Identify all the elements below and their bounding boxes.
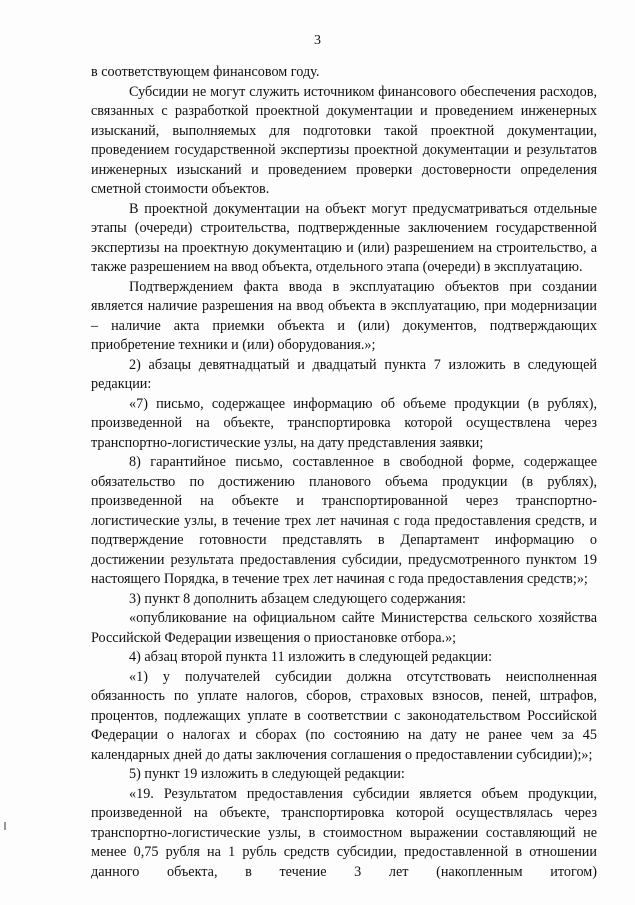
amendment-item-4: 4) абзац второй пункта 11 изложить в следующей редакции: xyxy=(129,649,493,665)
paragraph-subsidy-restriction: Субсидии не могут служить источником финансового обеспечения расходов, связанных с разработкой проектной документации и проведением инженерных изысканий, выполняемых для подготовки такой проектной документации, проведением государственной экспертизы проектной документации и результатов инженерных изысканий и проведением проверки достоверности определения сметной стоимости объектов. xyxy=(91,83,597,197)
amendment-item-2: 2) абзацы девятнадцатый и двадцатый пункта 7 изложить в следующей редакции: xyxy=(91,356,597,392)
scan-margin-mark xyxy=(4,822,6,830)
paragraph-clause-19-result: «19. Результатом предоставления субсидии является объем продукции, произведенной на объекте, транспортировка которой осуществлялась через транспортно-логистические узлы, в стоимостном выражении составляющий не менее 0,75 рубля на 1 рубль средств субсидии, предоставленной в отношении данного объекта, в течение 3 лет (накопленным итогом) xyxy=(91,785,597,880)
amendment-item-5: 5) пункт 19 изложить в следующей редакции: xyxy=(129,766,405,782)
page-number: 3 xyxy=(314,33,321,48)
paragraph-publication-notice: «опубликование на официальном сайте Министерства сельского хозяйства Российской Федерации извещения о приостановке отбора.»; xyxy=(91,610,597,646)
amendment-item-3: 3) пункт 8 дополнить абзацем следующего содержания: xyxy=(129,590,466,607)
paragraph-commissioning-confirmation: Подтверждением факта ввода в эксплуатацию объектов при создании является наличие разрешения на ввод объекта в эксплуатацию, при модернизации – наличие акта приемки объекта и (или) документов, подтверждающих приобретение техники и (или) оборудования.»; xyxy=(91,278,597,353)
document-body xyxy=(91,63,597,882)
paragraph-tax-obligations: «1) у получателей субсидии должна отсутствовать неисполненная обязанность по уплате налогов, сборов, страховых взносов, пеней, штрафов, процентов, подлежащих уплате в соответствии с законодательством Российской Федерации о налогах и сборах (по состоянию на дату не ранее чем за 45 календарных дней до даты заключения соглашения о предоставлении субсидии);»; xyxy=(91,668,597,763)
paragraph-continuation: в соответствующем финансовом году. xyxy=(91,64,320,80)
paragraph-clause-7-letter: «7) письмо, содержащее информацию об объеме продукции (в рублях), произведенной на объекте, транспортировка которой осуществлена через транспортно-логистические узлы, на дату представления заявки; xyxy=(91,395,597,451)
paragraph-construction-stages: В проектной документации на объект могут предусматриваться отдельные этапы (очереди) строительства, подтвержденные заключением государственной экспертизы на проектную документацию и (или) разрешением на строительство, а также разрешением на ввод объекта, отдельного этапа (очереди) в эксплуатацию. xyxy=(91,200,597,275)
paragraph-clause-8-guarantee: 8) гарантийное письмо, составленное в свободной форме, содержащее обязательство по достижению планового объема продукции (в рублях), произведенной на объекте и транспортированной через транспортно-логистические узлы, в течение трех лет начиная с года предоставления средств, и подтверждение готовности представлять в Департамент информацию о достижении результата предоставления субсидии, предусмотренного пунктом 19 настоящего Порядка, в течение трех лет начиная с года предоставления средств;»; xyxy=(91,454,597,587)
